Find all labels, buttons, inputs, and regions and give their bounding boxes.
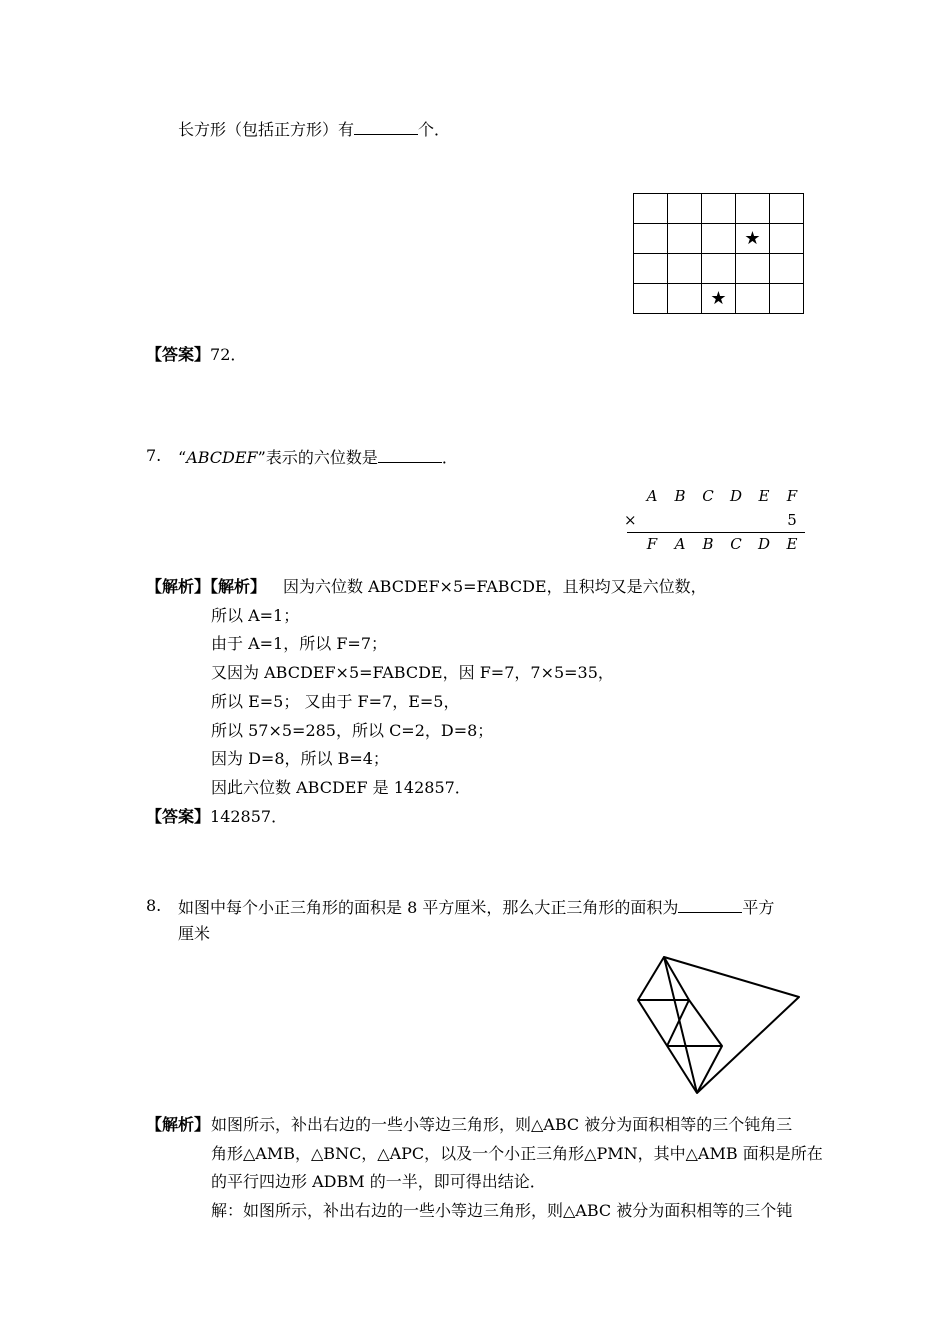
jiexi-line: 因为 D=8，所以 B=4； (211, 749, 389, 769)
jiexi-line: 解：如图所示，补出右边的一些小等边三角形，则△ABC 被分为面积相等的三个钝 (211, 1200, 793, 1220)
grid-cell (668, 224, 702, 254)
grid-cell (770, 284, 804, 314)
grid-cell (736, 284, 770, 314)
p7-number: 7. (146, 446, 162, 465)
grid-cell (770, 224, 804, 254)
mult-top-digit: C (702, 487, 714, 505)
jiexi-line: 所以 E=5； 又由于 F=7，E=5， (211, 691, 460, 711)
jiexi-line: 所以 A=1； (211, 605, 300, 625)
grid-row (634, 254, 804, 284)
grid-cell (668, 284, 702, 314)
grid-row (634, 224, 804, 254)
p7-question: “ABCDEF”表示的六位数是 ． (178, 448, 458, 467)
grid-cell (668, 254, 702, 284)
p8-jiexi-label: 【解析】 (146, 1115, 211, 1134)
grid-cell (736, 194, 770, 224)
jiexi-line: 如图所示，补出右边的一些小等边三角形，则△ABC 被分为面积相等的三个钝角三 (211, 1115, 793, 1134)
star-icon: ★ (702, 284, 736, 314)
jiexi-line: 又因为 ABCDEF×5=FABCDE，因 F=7，7×5=35， (211, 663, 614, 683)
grid-cell (702, 254, 736, 284)
jiexi-line: 角形△AMB，△BNC，△APC，以及一个小正三角形△PMN，其中△AMB 面积是所在 (211, 1143, 823, 1163)
mult-top-digit: F (786, 487, 798, 505)
p6-question: 长方形（包括正方形）有 个． (178, 120, 451, 139)
grid-row (634, 194, 804, 224)
mult-result-row (624, 532, 806, 556)
p6-answer: 【答案】72． (146, 345, 247, 364)
jiexi-line: 因为六位数 ABCDEF×5=FABCDE，且积均又是六位数， (283, 577, 707, 596)
p8-question: 如图中每个小正三角形的面积是 8 平方厘米，那么大正三角形的面积为 平方 (178, 898, 775, 917)
mult-factor-row (624, 508, 806, 532)
mult-top-digit: E (758, 487, 770, 505)
mult-result-digit: D (757, 535, 771, 553)
p8-question-line2: 厘米 (178, 924, 211, 943)
mult-top-digit: B (674, 487, 686, 505)
grid-cell (668, 194, 702, 224)
mult-result-digit: F (646, 535, 658, 553)
mult-result-digit: E (786, 535, 798, 553)
jiexi-line: 由于 A=1，所以 F=7； (211, 634, 388, 654)
star-icon: ★ (736, 224, 770, 254)
triangle-figure (630, 950, 810, 1100)
grid-cell (736, 254, 770, 284)
mult-result-digit: C (730, 535, 742, 553)
answer-blank (378, 448, 442, 463)
grid-cell (770, 194, 804, 224)
answer-blank (354, 120, 418, 135)
jiexi-line: 的平行四边形 ADBM 的一半，即可得出结论． (211, 1172, 546, 1191)
grid-cell (702, 224, 736, 254)
jiexi-line: 因此六位数 ABCDEF 是 142857． (211, 777, 471, 797)
mult-result-digit: A (674, 535, 686, 553)
grid-cell (770, 254, 804, 284)
grid-cell (634, 284, 668, 314)
mult-top-digit: A (646, 487, 658, 505)
p8-number: 8. (146, 896, 162, 915)
mult-top-digit: D (729, 487, 743, 505)
mult-sign: × (624, 511, 637, 529)
p7-answer: 【答案】142857． (146, 807, 288, 826)
answer-blank (678, 898, 742, 913)
mult-factor: 5 (787, 511, 797, 529)
star-grid (633, 193, 804, 314)
grid-cell (634, 194, 668, 224)
multiplication (624, 484, 806, 556)
mult-top-row (624, 484, 806, 508)
mult-line (627, 532, 805, 533)
grid-cell (702, 194, 736, 224)
mult-result-digit: B (702, 535, 714, 553)
grid-cell (634, 224, 668, 254)
grid-row (634, 284, 804, 314)
grid-cell (634, 254, 668, 284)
p7-jiexi-label: 【解析】【解析】 (146, 577, 267, 596)
jiexi-line: 所以 57×5=285，所以 C=2，D=8； (211, 720, 494, 740)
left-edge (638, 957, 697, 1093)
